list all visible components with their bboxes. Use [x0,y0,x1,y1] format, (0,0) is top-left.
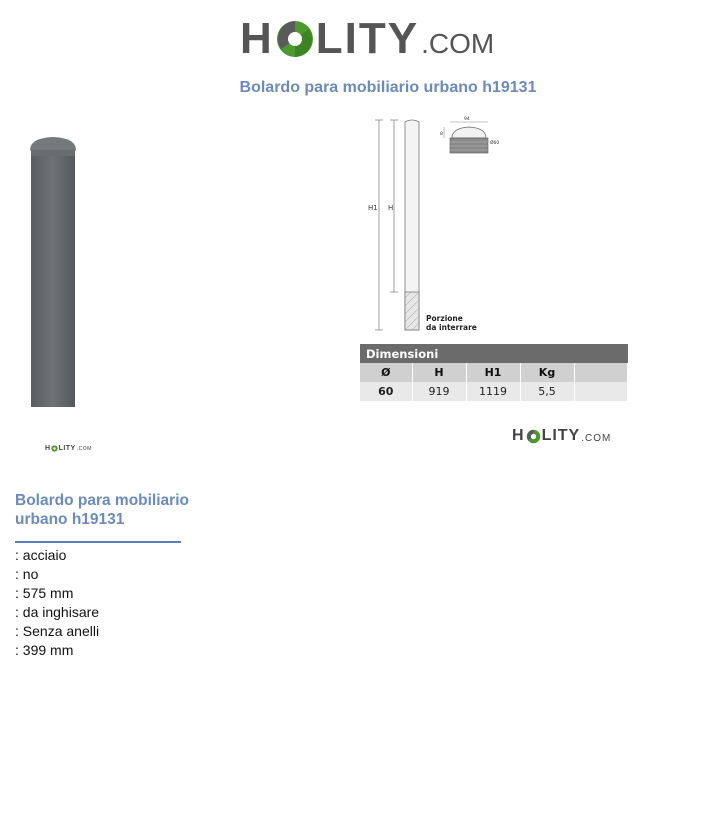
dimensions-header-row [360,363,628,382]
logo-letters-lity: LITY [315,14,420,63]
logo-globe-icon [275,19,315,59]
label-h1: H1 [368,204,378,212]
note-line-2: da interrare [426,323,477,332]
spec-material: : acciaio [15,547,67,563]
logo-suffix: .COM [421,28,495,59]
col-diameter: Ø [360,363,412,382]
spec-height: : 575 mm [15,585,74,601]
spec-option: : no [15,566,39,582]
cell-h: 919 [412,382,466,401]
dimensions-title: Dimensioni [360,344,628,363]
col-h: H [412,363,466,382]
logo-letter-h: H [240,14,274,63]
dimensions-table [360,344,628,401]
col-h1: H1 [466,363,520,382]
product-title: Bolardo para mobiliario urbano h19131 [15,492,189,528]
label-h: H [388,204,394,212]
label-top: 94 [464,117,470,122]
spec-rings: : Senza anelli [15,623,100,639]
cell-diameter: 60 [360,382,412,401]
cell-empty [574,382,628,401]
drawing-logo-globe-icon [526,429,541,444]
page-title: Bolardo para mobiliario urbano h19131 [239,79,537,96]
holity-logo[interactable] [240,12,494,66]
table-row [360,382,628,401]
drawing-holity-logo: H LITY .COM [512,427,612,444]
col-kg: Kg [520,363,574,382]
col-empty [574,363,628,382]
label-diameter: Ø60 [490,141,500,146]
spec-list [15,546,99,660]
bollard-photo [26,132,80,412]
technical-drawing [360,116,628,340]
label-side: 8 [440,132,443,137]
small-holity-logo: H LITY .COM [45,444,92,452]
small-logo-globe-icon [51,445,58,452]
cell-h1: 1119 [466,382,520,401]
spec-size: : 399 mm [15,642,74,658]
note-line-1: Porzione [426,314,463,323]
spec-install: : da inghisare [15,604,100,620]
title-underline [15,541,181,543]
cell-kg: 5,5 [520,382,574,401]
